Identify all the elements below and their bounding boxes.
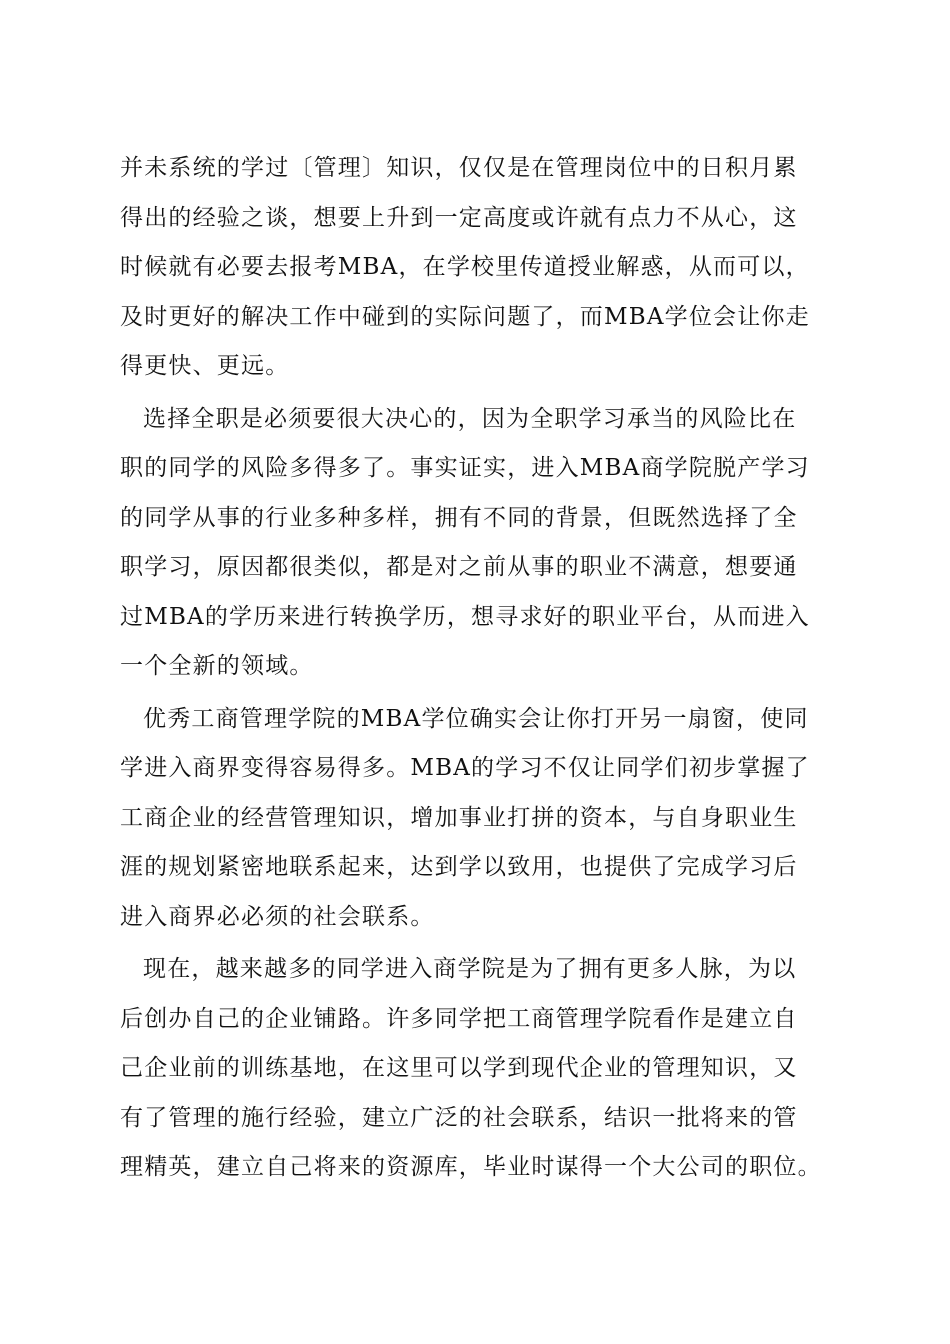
text-line: 学进入商界变得容易得多。MBA的学习不仅让同学们初步掌握了 <box>120 755 810 781</box>
text-line: 涯的规划紧密地联系起来，达到学以致用，也提供了完成学习后 <box>120 854 798 880</box>
text-line: 的同学从事的行业多种多样，拥有不同的背景，但既然选择了全 <box>120 504 798 531</box>
text-line: 时候就有必要去报考MBA，在学校里传道授业解惑，从而可以， <box>120 254 810 280</box>
document-body <box>120 144 840 1196</box>
paragraph-1 <box>120 144 840 392</box>
text-line: 并未系统的学过〔管理〕知识，仅仅是在管理岗位中的日积月累 <box>120 155 798 181</box>
text-line: 得更快、更远。 <box>120 353 290 379</box>
paragraph-2 <box>120 395 840 692</box>
text-line: 选择全职是必须要很大决心的，因为全职学习承当的风险比在 <box>143 405 797 432</box>
text-line: 有了管理的施行经验，建立广泛的社会联系，结识一批将来的管 <box>120 1104 798 1131</box>
text-line: 后创办自己的企业铺路。许多同学把工商管理学院看作是建立自 <box>120 1005 798 1032</box>
text-line: 一个全新的领域。 <box>120 653 314 679</box>
text-line: 及时更好的解决工作中碰到的实际问题了，而MBA学位会让你走 <box>120 303 810 330</box>
text-line: 理精英，建立自己将来的资源库，毕业时谋得一个大公司的职位。 <box>120 1154 822 1180</box>
text-line: 职学习，原因都很类似，都是对之前从事的职业不满意，想要通 <box>120 554 798 580</box>
text-line: 己企业前的训练基地，在这里可以学到现代企业的管理知识，又 <box>120 1055 798 1081</box>
text-line: 得出的经验之谈，想要上升到一定高度或许就有点力不从心，这 <box>120 204 798 231</box>
text-line: 职的同学的风险多得多了。事实证实，进入MBA商学院脱产学习 <box>120 455 810 481</box>
text-line: 进入商界必必须的社会联系。 <box>120 903 435 930</box>
text-line: 工商企业的经营管理知识，增加事业打拼的资本，与自身职业生 <box>120 804 798 831</box>
text-line: 优秀工商管理学院的MBA学位确实会让你打开另一扇窗，使同 <box>143 705 809 732</box>
paragraph-4 <box>120 945 840 1193</box>
paragraph-3 <box>120 695 840 943</box>
text-line: 现在，越来越多的同学进入商学院是为了拥有更多人脉，为以 <box>143 956 797 982</box>
text-line: 过MBA的学历来进行转换学历，想寻求好的职业平台，从而进入 <box>120 603 810 630</box>
